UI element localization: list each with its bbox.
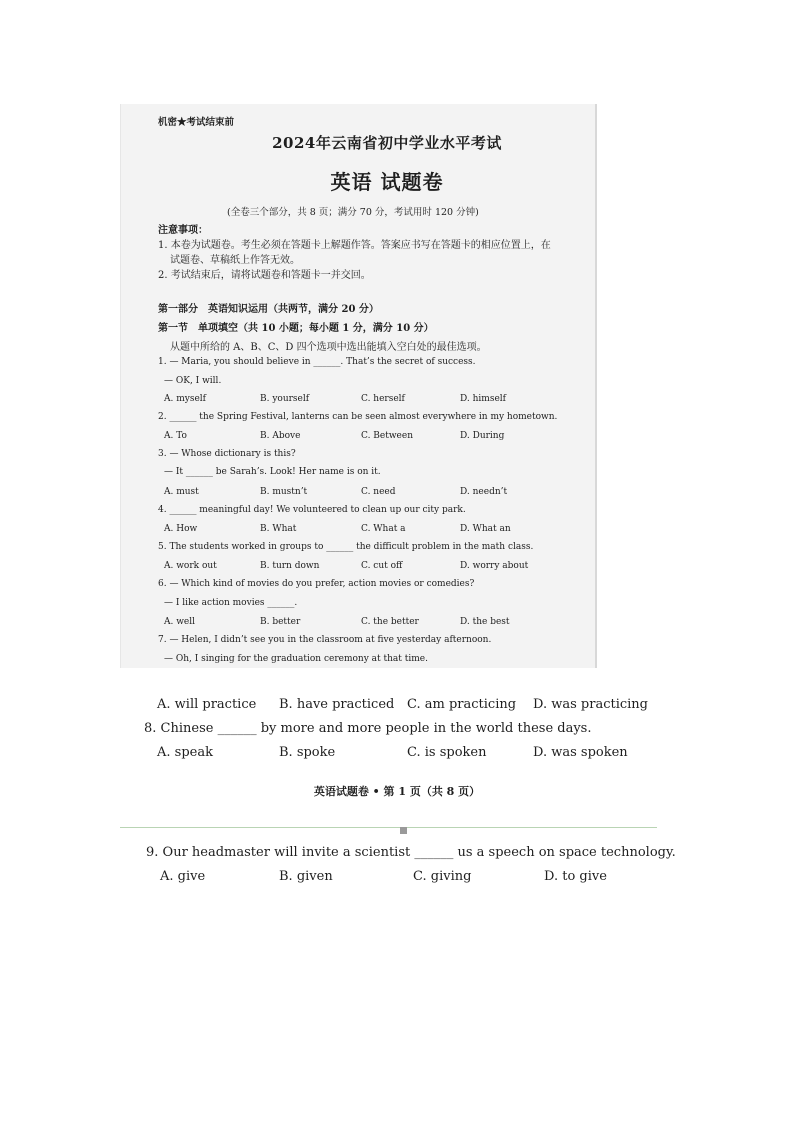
q7-option-b: B. have practiced — [279, 697, 395, 712]
paper-title — [0, 166, 794, 195]
part-1-heading: 第一部分 英语知识运用（共两节，满分 20 分） — [158, 304, 379, 315]
q2-option-b: B. Above — [260, 431, 301, 441]
q7-option-c: C. am practicing — [407, 697, 517, 712]
note-2: 2. 考试结束后，请将试题卷和答题卡一并交回。 — [158, 270, 371, 281]
page-divider — [120, 827, 657, 828]
q5-option-a: A. work out — [164, 561, 217, 571]
q2-option-d: D. During — [460, 431, 505, 441]
note-1-line-2: 试题卷、草稿纸上作答无效。 — [170, 255, 300, 266]
q9-option-b: B. given — [279, 869, 333, 884]
paper-title-text: 英语 试题卷 — [330, 170, 444, 194]
question-3-reply: — It ______ be Sarah’s. Look! Her name is on it. — [164, 467, 381, 477]
q3-option-c: C. need — [361, 487, 396, 497]
q1-option-b: B. yourself — [260, 394, 310, 404]
question-7-reply: — Oh, I singing for the graduation ceremony at that time. — [164, 654, 428, 664]
divider-handle — [400, 827, 407, 834]
q2-option-a: A. To — [164, 431, 187, 441]
question-9-stem: 9. Our headmaster will invite a scientist ______ us a speech on space technology. — [146, 845, 676, 860]
q7-option-d: D. was practicing — [533, 697, 648, 712]
question-4-stem: 4. ______ meaningful day! We volunteered to clean up our city park. — [158, 505, 466, 515]
secret-label: 机密★考试结束前 — [158, 117, 235, 128]
q3-option-d: D. needn’t — [460, 487, 508, 497]
question-5-stem: 5. The students worked in groups to ______ the difficult problem in the math class. — [158, 542, 534, 552]
q8-option-c: C. is spoken — [407, 745, 487, 760]
q9-option-a: A. give — [160, 869, 206, 884]
exam-scope: (全卷三个部分，共 8 页；满分 70 分，考试用时 120 分钟) — [227, 207, 479, 218]
question-7-stem: 7. — Helen, I didn’t see you in the classroom at five yesterday afternoon. — [158, 635, 492, 645]
q7-option-a: A. will practice — [157, 697, 257, 712]
question-3-stem: 3. — Whose dictionary is this? — [158, 449, 296, 459]
q9-option-c: C. giving — [413, 869, 472, 884]
q6-option-b: B. better — [260, 617, 301, 627]
question-8-stem: 8. Chinese ______ by more and more people in the world these days. — [144, 721, 592, 736]
q5-option-b: B. turn down — [260, 561, 320, 571]
q2-option-c: C. Between — [361, 431, 413, 441]
q1-option-c: C. herself — [361, 394, 405, 404]
q4-option-d: D. What an — [460, 524, 511, 534]
question-6-reply: — I like action movies ______. — [164, 598, 298, 608]
notes-heading: 注意事项： — [158, 225, 208, 236]
note-1-line-1: 1. 本卷为试题卷。考生必须在答题卡上解题作答。答案应书写在答题卡的相应位置上，在 — [158, 240, 551, 251]
exam-title — [0, 132, 794, 153]
q6-option-c: C. the better — [361, 617, 419, 627]
exam-title-text: 2024年云南省初中学业水平考试 — [272, 134, 502, 152]
section-instruction: 从题中所给的 A、B、C、D 四个选项中选出能填入空白处的最佳选项。 — [170, 342, 487, 353]
q5-option-d: D. worry about — [460, 561, 529, 571]
q9-option-d: D. to give — [544, 869, 607, 884]
question-2-stem: 2. ______ the Spring Festival, lanterns can be seen almost everywhere in my hometown. — [158, 412, 558, 422]
q8-option-a: A. speak — [157, 745, 213, 760]
q8-option-d: D. was spoken — [533, 745, 628, 760]
q3-option-b: B. mustn’t — [260, 487, 308, 497]
section-1-heading: 第一节 单项填空（共 10 小题；每小题 1 分，满分 10 分） — [158, 323, 434, 334]
q6-option-d: D. the best — [460, 617, 510, 627]
q6-option-a: A. well — [164, 617, 196, 627]
q4-option-b: B. What — [260, 524, 297, 534]
q8-option-b: B. spoke — [279, 745, 336, 760]
q1-option-d: D. himself — [460, 394, 506, 404]
q5-option-c: C. cut off — [361, 561, 403, 571]
question-6-stem: 6. — Which kind of movies do you prefer, action movies or comedies? — [158, 579, 475, 589]
q4-option-a: A. How — [164, 524, 198, 534]
page-footer: 英语试题卷 • 第 1 页（共 8 页） — [313, 785, 481, 798]
q3-option-a: A. must — [164, 487, 199, 497]
q1-option-a: A. myself — [164, 394, 206, 404]
question-1-reply: — OK, I will. — [164, 376, 222, 386]
question-1-stem: 1. — Maria, you should believe in ______. That’s the secret of success. — [158, 357, 476, 367]
q4-option-c: C. What a — [361, 524, 406, 534]
